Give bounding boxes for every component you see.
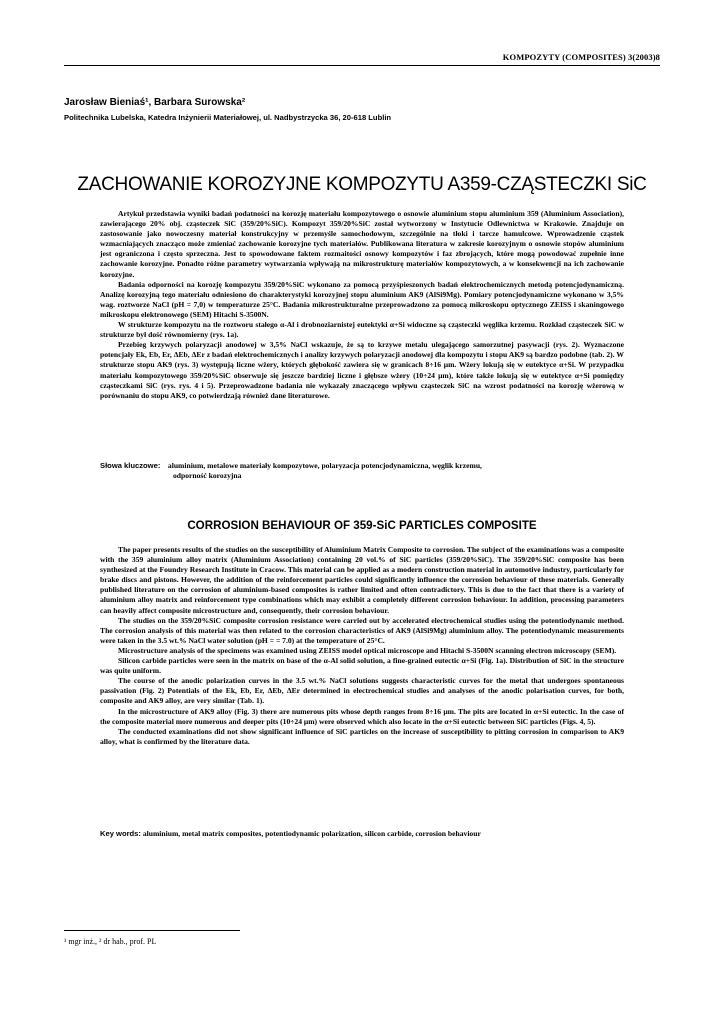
footnote: ¹ mgr inż., ² dr hab., prof. PL xyxy=(64,937,157,946)
authors: Jarosław Bieniaś¹, Barbara Surowska² xyxy=(64,97,246,108)
abstract-en-paragraph: The course of the anodic polarization curves in the 3.5 wt.% NaCl solutions suggests characteristic curves for the metal that undergoes spontaneous passivation (Fig. 2) Potentials of the Ek, Eb, Er, ΔEb, ΔEr determined in electrochemical studies and analyses of the anodic polarisation curves, for both, composite and AK9 alloy, are very similar (Tab. 1). xyxy=(100,676,624,706)
abstract-en-paragraph: The conducted examinations did not show significant influence of SiC particles on the increase of susceptibility to pitting corrosion in comparison to AK9 alloy, what is confirmed by the literature data. xyxy=(100,726,624,746)
keywords-pl-line2: odporność korozyjna xyxy=(173,471,242,481)
abstract-pl-paragraph: W strukturze kompozytu na tle roztworu stałego α-Al i drobnoziarnistej eutektyki α+Si widoczne są cząsteczki węglika krzemu. Rozkład cząsteczek SiC w strukturze był dość równomierny (rys. 1a). xyxy=(100,320,624,340)
footnote-rule xyxy=(64,930,240,931)
abstract-en-paragraph: The studies on the 359/20%SiC composite corrosion resistance were carried out by accelerated electrochemical studies using the potentiodynamic method. The corrosion analysis of this material was then related to the corrosion characteristics of AK9 (AlSi9Mg) aluminium alloy. The potentiodynamic measurements were taken in the 3.5 wt.% NaCl water solution (pH = = 7.0) at the temperature of 25°C. xyxy=(100,615,624,645)
header-rule xyxy=(64,65,660,66)
journal-header: KOMPOZYTY (COMPOSITES) 3(2003)8 xyxy=(502,52,660,62)
abstract-pl-paragraph: Przebieg krzywych polaryzacji anodowej w 3,5% NaCl wskazuje, że są to krzywe metalu ulegającego samorzutnej pasywacji (rys. 2). Wyznaczone potencjały Ek, Eb, Er, ΔEb, ΔEr z badań elektrochemicznych i analizy krzywych polaryzacji anodowej dla kompozytu i stopu AK9 są bardzo podobne (tab. 2). W strukturze stopu AK9 (rys. 3) występują liczne wżery, których głębokość zawiera się w granicach 8÷16 μm. Wżery lokują się w eutektyce α+Si. W przypadku materiału kompozytowego 359/20%SiC obserwuje się jeszcze bardziej liczne i głębsze wżery (10÷24 μm), które także lokują się w eutektyce α+Si pomiędzy cząsteczkami SiC (rys. rys. 4 i 5). Przeprowadzone badania nie wykazały znaczącego wpływu cząsteczek SiC na wzrost podatności na korozję wżerową w porównaniu do stopu AK9, co potwierdzają również dane literaturowe. xyxy=(100,340,624,400)
abstract-en-paragraph: In the microstructure of AK9 alloy (Fig. 3) there are numerous pits whose depth ranges from 8÷16 μm. The pits are located in α+Si eutectic. In the case of the composite material more numerous and deeper pits (10÷24 μm) were observed which also locate in the α+Si eutectic between SiC particles (Figs. 4, 5). xyxy=(100,706,624,726)
keywords-pl-line1: aluminium, metalowe materiały kompozytowe, polaryzacja potencjodynamiczna, węglik krzemu, xyxy=(167,461,482,470)
abstract-pl-paragraph: Badania odporności na korozję kompozytu 359/20%SiC wykonano za pomocą przyśpieszonych badań elektrochemicznych metodą potencjodynamiczną. Analizę korozyjną tego materiału odniesiono do charakterystyki korozyjnej stopu aluminium AK9 (AlSi9Mg). Pomiary potencjodynamiczne wykonano w 3,5% wag. roztworze NaCl (pH = 7,0) w temperaturze 25°C. Badania mikrostrukturalne przeprowadzono za pomocą mikroskopu optycznego ZEISS i skaningowego mikroskopu elektronowego (SEM) Hitachi S-3500N. xyxy=(100,279,624,319)
keywords-english xyxy=(100,829,624,839)
abstract-english xyxy=(100,545,624,747)
title-english: CORROSION BEHAVIOUR OF 359-SiC PARTICLES COMPOSITE xyxy=(187,519,537,532)
abstract-en-paragraph: Silicon carbide particles were seen in the matrix on base of the α-Al solid solution, a fine-grained eutectic α+Si (Fig. 1a). Distribution of SiC in the structure was quite uniform. xyxy=(100,656,624,676)
abstract-pl-paragraph: Artykuł przedstawia wyniki badań podatności na korozję materiału kompozytowego o osnowie aluminium stopu aluminium 359 (Aluminium Association), zawierającego 20% obj. cząsteczek SiC (359/20%SiC). Kompozyt 359/20%SiC został wytworzony w Instytucie Odlewnictwa w Krakowie. Znajduje on zastosowanie jako nowoczesny materiał konstrukcyjny w przemyśle samochodowym, szczególnie na tłoki i tarcze hamulcowe. Wprowadzenie cząstek wzmacniających znacząco może zmieniać zachowanie korozyjne tych materiałów. Publikowana literatura w zakresie korozyjnym o osnowie stopów aluminium jest ograniczona i często sprzeczna. Jest to spowodowane faktem rozmaitości osnowy kompozytów i faz zbrojących, które mogą powodować zupełnie inne zachowanie korozyjne. Ponadto różne parametry wytwarzania wpływają na mikrostrukturę materiałów kompozytowych, a w konsekwencji na ich zachowanie korozyjne. xyxy=(100,209,624,279)
keywords-en-label: Key words: xyxy=(100,829,141,838)
keywords-en-text: aluminium, metal matrix composites, potentiodynamic polarization, silicon carbide, corrosion behaviour xyxy=(142,829,481,838)
keywords-polish xyxy=(100,461,624,482)
abstract-polish xyxy=(100,209,624,401)
abstract-en-paragraph: Microstructure analysis of the specimens was examined using ZEISS model optical microscope and Hitachi S-3500N scanning electron microscopy (SEM). xyxy=(118,645,617,655)
keywords-pl-label: Słowa kluczowe: xyxy=(100,461,161,470)
abstract-en-paragraph: The paper presents results of the studies on the susceptibility of Aluminium Matrix Composite to corrosion. The subject of the examinations was a composite with the 359 aluminium alloy matrix (Aluminium Association) containing 20 vol.% of SiC particles (359/20%SiC). The 359/20%SiC composite has been synthesized at the Foundry Research Institute in Cracow. This material can be applied as a modern construction material in automotive industry, particularly for brake discs and pistons. However, the addition of the reinforcement particles could significantly influence the corrosion behaviour of these materials. Generally published literature on the corrosion of aluminium-based composites is rather limited and often contradictory. This is due to the fact that there is a variety of aluminium alloy matrix and reinforcement type combinations which may exhibit a completely different corrosion behaviour. In addition, processing parameters can heavily affect composite microstructure and, consequently, their corrosion behaviour. xyxy=(100,545,624,615)
title-polish: ZACHOWANIE KOROZYJNE KOMPOZYTU A359-CZĄSTECZKI SiC xyxy=(77,174,647,195)
affiliation: Politechnika Lubelska, Katedra Inżynierii Materiałowej, ul. Nadbystrzycka 36, 20-618 Lublin xyxy=(64,113,392,122)
